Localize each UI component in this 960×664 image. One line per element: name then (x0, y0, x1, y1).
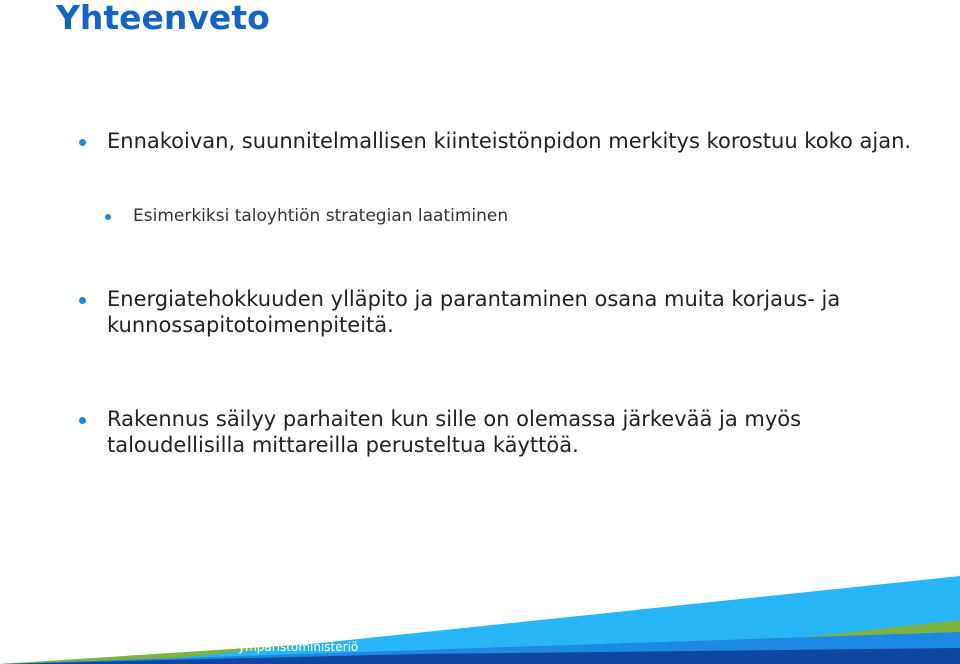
footer-ministry-name: ympäristöministeriö (238, 640, 359, 654)
bullet-text: Ennakoivan, suunnitelmallisen kiinteistönpidon merkitys korostuu koko ajan. (107, 129, 912, 153)
sub-bullet-text: Esimerkiksi taloyhtiön strategian laatiminen (133, 206, 509, 226)
slide-title: Yhteenveto (56, 0, 270, 37)
bullet-text: Rakennus säilyy parhaiten kun sille on olemassa järkevää ja myös taloudellisilla mittareilla perusteltua käyttöä. (107, 407, 802, 458)
bullet-text: Energiatehokkuuden ylläpito ja parantaminen osana muita korjaus- ja kunnossapitotoimenpiteitä. (107, 287, 841, 338)
